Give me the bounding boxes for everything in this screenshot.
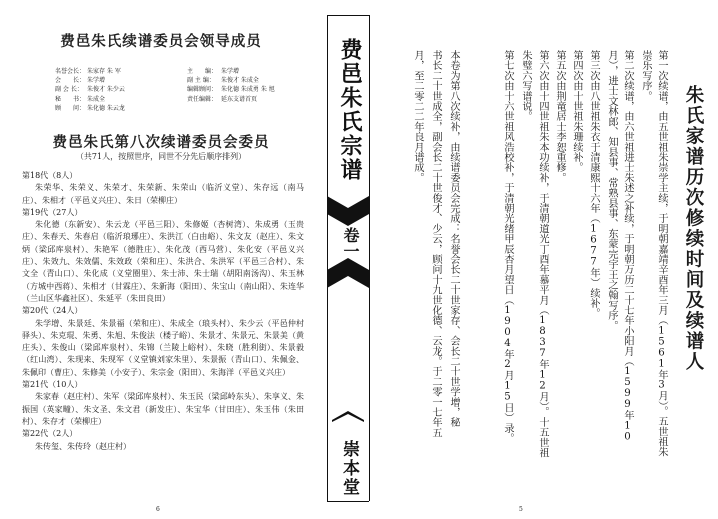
- leader-role: 编辑顾问：: [187, 86, 218, 94]
- leader-role: 顾 问：: [55, 104, 86, 112]
- upper-fishtail-icon: [327, 196, 369, 226]
- lower-fishtail-icon: [327, 258, 369, 288]
- page-number-left: 6: [156, 506, 160, 513]
- generation-heading: 第20代（24人）: [22, 306, 83, 316]
- leader-names: 延东支谱首页: [221, 95, 258, 103]
- text-column: 第七次由十六世祖风浩校补，于清朝光绪甲辰杏月望日（1904年2月15日）录。: [502, 50, 513, 444]
- leaders-title: 费邑朱氏续谱委员会领导成员: [60, 33, 262, 50]
- leaders-list-left: [55, 67, 125, 113]
- text-column: 月），进士文林郎、知县事、常熟县事、东蒙完宇王之翰写序。: [606, 50, 617, 331]
- spine-volume: 卷一: [341, 227, 360, 259]
- leader-row: [187, 85, 275, 94]
- leader-row: [187, 67, 275, 76]
- generation-heading: 第19代（27人）: [22, 207, 83, 217]
- generation-heading: 第22代（2人）: [22, 429, 78, 439]
- leader-role: 副 主 编：: [187, 77, 215, 85]
- leader-row: [187, 76, 275, 85]
- generation-heading: 第18代（8人）: [22, 171, 78, 180]
- bottom-fishtail-icon: [332, 411, 364, 422]
- generation-heading: 第21代（10人）: [22, 380, 83, 390]
- spine-publisher: 崇本堂: [339, 440, 359, 497]
- generation-members: 朱家春（赵庄村）、朱军（梁邱库泉村）、朱玉民（梁邱岭东头）、朱享义、朱振国（英家疃）、朱文圣、朱文君（新发庄）、朱宝华（甘田庄）、朱玉伟（朱田村）、朱存才（荣柳庄）: [22, 392, 304, 426]
- text-column: 本卷为第八次续补，由续谱委员会完成：名誉会长二十世家存、会长二十世学增，秘: [448, 50, 459, 428]
- leader-role: 秘 书：: [55, 95, 86, 103]
- generation-list: [22, 170, 304, 453]
- page-number-right: 5: [519, 506, 523, 513]
- leaders-list-right: [187, 67, 275, 104]
- leader-row: [55, 67, 125, 76]
- members-note: （共71人，按照世序，同世不分先后顺序排列）: [75, 152, 247, 161]
- text-column: 第五次由荆竜居士李恕重修。: [554, 50, 565, 183]
- leader-role: 名誉会长：: [55, 68, 86, 75]
- right-page-title: 朱氏家谱历次修续时间及续谱人: [683, 85, 704, 372]
- left-page: [0, 0, 322, 519]
- text-column: 第三次由八世祖朱衣于清康熙十六年（1677年）续补。: [588, 50, 599, 319]
- members-title: 费邑朱氏第八次续谱委员会委员: [52, 134, 270, 151]
- leader-names: 朱俊才 朱成全: [221, 77, 259, 85]
- generation-members: 朱化德（东新安）、朱云龙（平邑三阳）、朱修姬（杏树湾）、朱成勇（玉贵庄）、朱春天、朱春启（临沂琅琊庄）、朱洪江（白由峪）、朱文友（赵庄）、朱文炳（梁邱库泉村）、朱艳军（德胜庄）、朱化茂（西马营）、朱化安（平邑义兴庄）、朱效九、朱效儒、朱效政（荣和庄）、朱洪合、朱洪军（平邑三合村）、朱文全（青山口）、朱化成（义堂圈里）、朱士沛、朱士瑞（胡阳南汤沟）、朱玉林（方城中西蒋）、朱相才（甘霖庄）、朱新海（阳田）、朱宝山（南山阳）、朱连华（兰山区华鑫社区）、朱延平（朱田良田）: [22, 220, 304, 303]
- text-column: 朱璧六写谱说。: [520, 50, 531, 122]
- leader-names: 朱学增: [221, 68, 240, 75]
- leader-names: 朱学增: [87, 77, 106, 85]
- text-column: 书长二十世成全，副会长二十世俊才、少云，顾问十九世化德、云龙。于二零一七年五: [430, 50, 441, 438]
- text-column: 第四次由十世祖朱珊续补。: [571, 50, 582, 173]
- leader-names: 朱化德 朱云龙: [87, 104, 125, 112]
- leader-row: [187, 95, 275, 104]
- leader-names: 朱俊才 朱少云: [87, 86, 125, 94]
- leader-row: [55, 104, 125, 113]
- leader-role: 责任编辑：: [187, 95, 218, 103]
- leader-role: 主 编：: [187, 68, 218, 75]
- leader-names: 朱家存 朱 军: [87, 68, 121, 75]
- text-column: 月，至二零二二年良月谱成。: [412, 50, 423, 183]
- spine-title: 费邑朱氏宗谱: [337, 38, 363, 182]
- text-column: 崇乐写序。: [640, 50, 651, 101]
- generation-members: 朱学增、朱景廷、朱景福（荣和庄）、朱成全（琅头村）、朱少云（平邑仲村驿头）、朱克琨、朱勇、朱旭、朱俊法（楼子峪）、朱景才、朱景元、朱景美（黄庄头）、朱俊山（梁邱库泉村）、朱锦（兰陵上峪村）、朱晓（胜利街）、朱景毅（红山湾）、朱现来、朱现军（义堂镇刘家朱里）、朱景振（青山口）、朱佩金、朱佩印（曹庄）、朱修美（小安子）、朱宗金（阳田）、朱海洋（平邑义兴庄）: [22, 318, 304, 377]
- text-column: 第一次续谱，由五世祖朱崇学主续，于明朝嘉靖辛酉年三月（1561年3月）。五世祖朱: [656, 50, 667, 457]
- leader-names: 朱成全: [87, 95, 106, 103]
- text-column: 第六次由十四世祖朱本功续补，于清朝道光丁酉年慕平月（1837年12月）。十五世祖: [537, 50, 548, 458]
- generation-members: 朱荣华、朱荣义、朱荣才、朱荣新、朱荣山（临沂义堂）、朱存远（南马庄）、朱相才（平邑义兴庄）、朱日（荣柳庄）: [22, 183, 304, 205]
- leader-row: [55, 95, 125, 104]
- leader-names: 朱化德 朱成勇 朱 旭: [221, 86, 275, 94]
- leader-role: 会 长：: [55, 77, 86, 85]
- leader-row: [55, 85, 125, 94]
- generation-members: 朱传玺、朱传玲（赵庄村）: [35, 441, 131, 451]
- leader-row: [55, 76, 125, 85]
- leader-role: 副 会 长：: [55, 86, 83, 94]
- text-column: 第二次续谱，由六世祖进士朱述之补续，于明朝万历二十七年小阳月（1599年10: [622, 50, 633, 443]
